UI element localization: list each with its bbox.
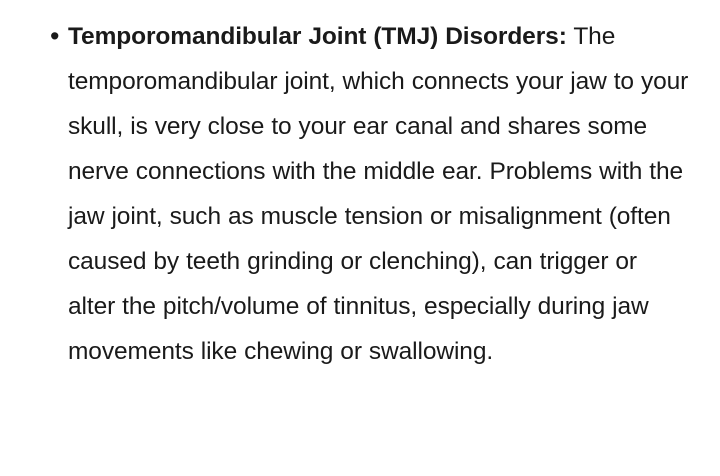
bullet-point-icon: • [50,21,60,51]
list-item-term-separator: : [558,23,567,50]
list-item-term: Temporomandibular Joint (TMJ) Disorders [68,23,559,50]
list-item-description: The temporomandibular joint, which connects your jaw to your skull, is very close to your ear canal and shares some nerve connections with the middle ear. Problems with the jaw joint, such as muscle tension or misalignment (often caused by teeth grinding or clenching), can trigger or alter the pitch/volume of tinnitus, especially during jaw movements like chewing or swallowing. [68,23,689,365]
bullet-list [24,14,690,374]
list-item [24,14,690,374]
list-item-paragraph [68,14,690,374]
